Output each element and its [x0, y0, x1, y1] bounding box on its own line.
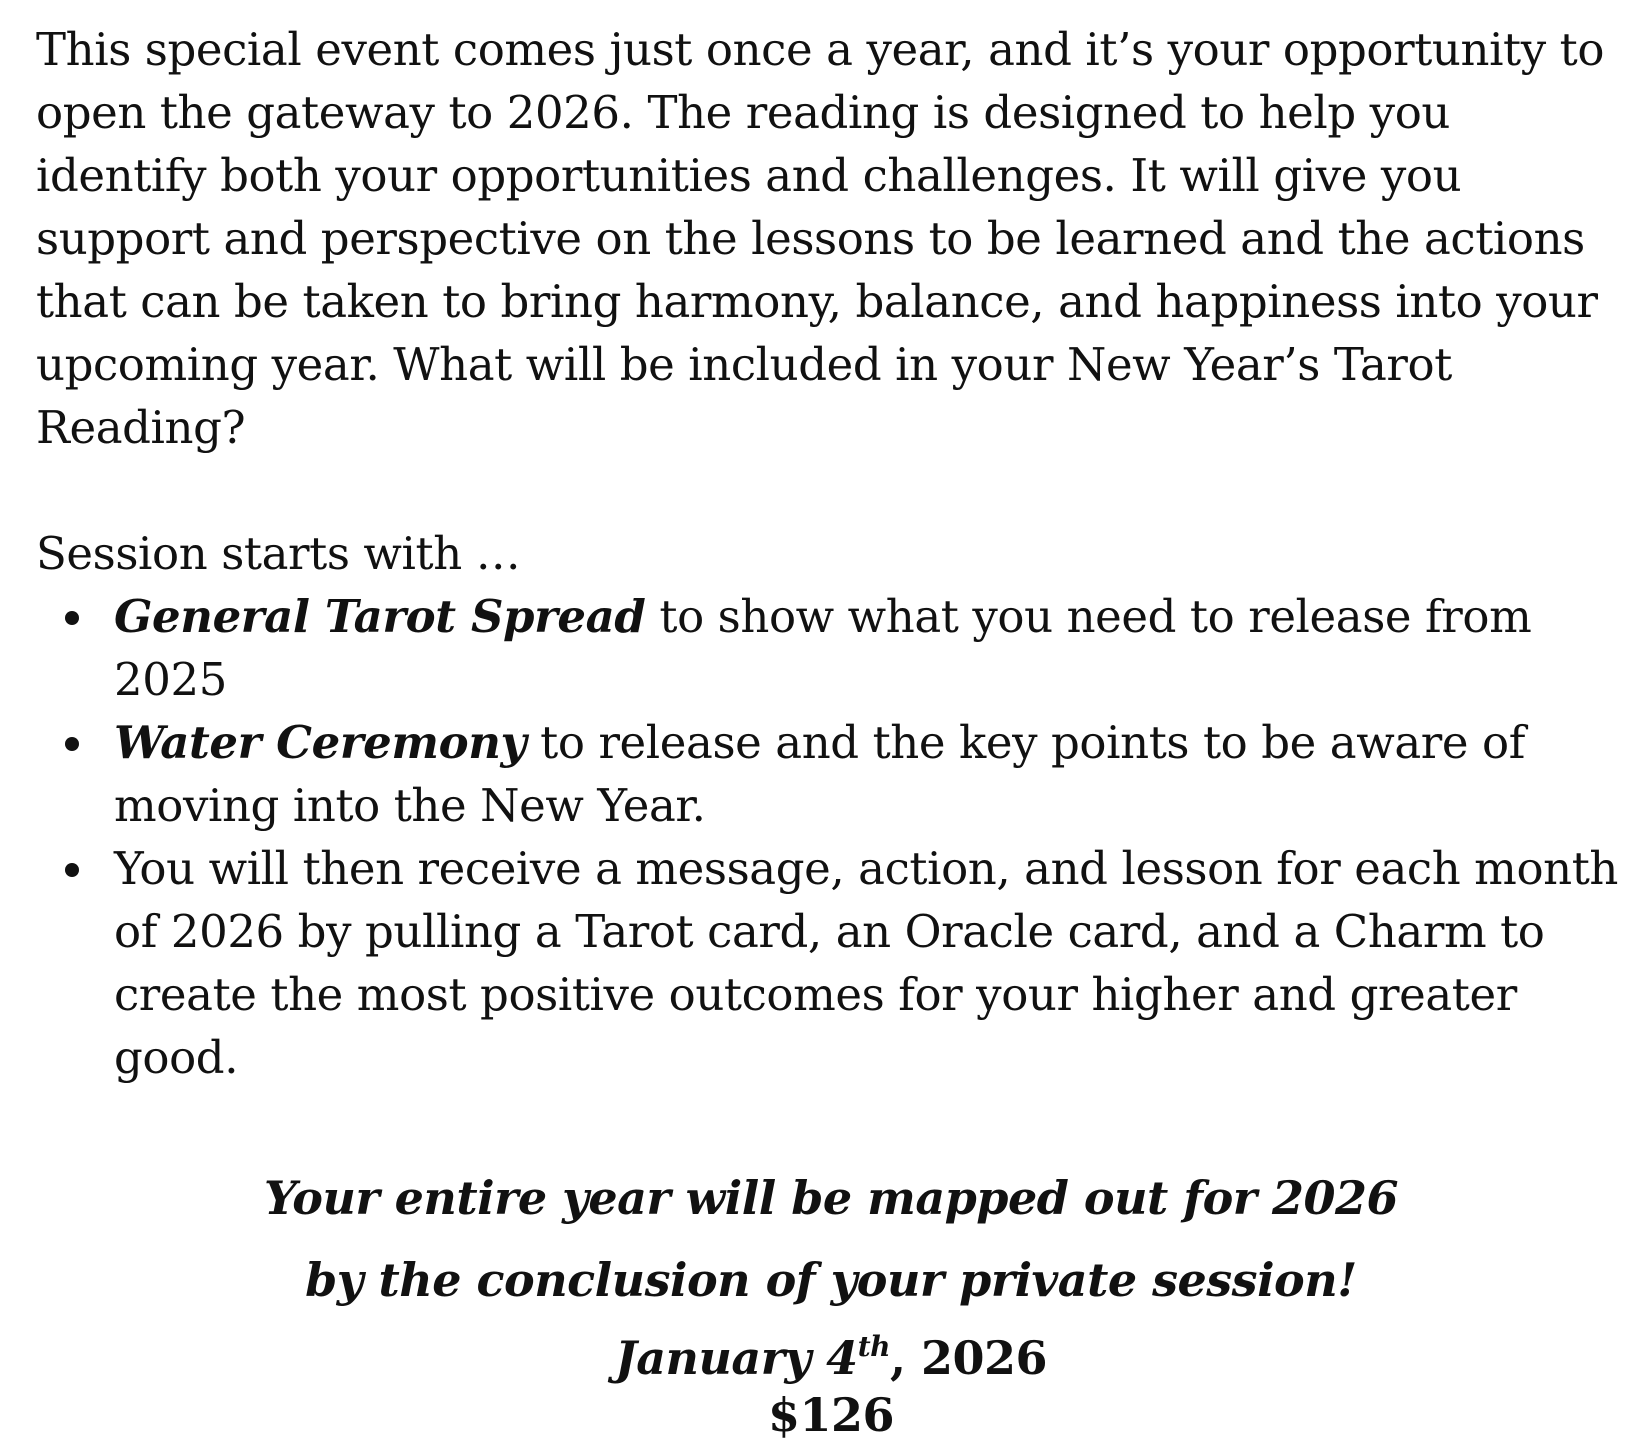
event-date-year: , 2026 — [889, 1331, 1048, 1385]
event-date-month: January 4 — [614, 1331, 858, 1385]
step-text: You will then receive a message, action, and lesson for each month of 2026 by pulling a Tarot card, an Oracle card, and a Charm to create the most positive outcomes for your higher and greater good. — [114, 842, 1618, 1084]
session-label: Session starts with … — [36, 527, 521, 580]
bullet-icon — [65, 611, 79, 625]
bullet-icon — [65, 863, 79, 877]
list-item — [114, 585, 1626, 711]
closing-block — [36, 1157, 1626, 1443]
document-page — [36, 18, 1626, 1443]
intro-paragraph: This special event comes just once a year, and it’s your opportunity to open the gateway to 2026. The reading is designed to help you identify both your opportunities and challenges. It will give you support and perspective on the lessons to be learned and the actions that can be taken to bring harmony, balance, and happiness into your upcoming year. What will be included in your New Year’s Tarot Reading? — [36, 23, 1605, 454]
closing-line-1: Your entire year will be mapped out for 2026 — [263, 1171, 1399, 1225]
event-price: $126 — [767, 1388, 895, 1442]
step-text: to show what you need to release from 2025 — [114, 590, 1532, 706]
step-text: to release and the key points to be aware of moving into the New Year. — [114, 716, 1525, 832]
list-item — [114, 837, 1626, 1089]
closing-line-2: by the conclusion of your private session! — [305, 1253, 1357, 1307]
event-date-suffix: th — [857, 1330, 890, 1363]
session-steps-list — [36, 585, 1626, 1089]
bullet-icon — [65, 737, 79, 751]
step-emphasis: Water Ceremony — [114, 716, 527, 769]
event-date — [36, 1329, 1626, 1387]
list-item — [114, 711, 1626, 837]
step-emphasis: General Tarot Spread — [114, 590, 646, 643]
